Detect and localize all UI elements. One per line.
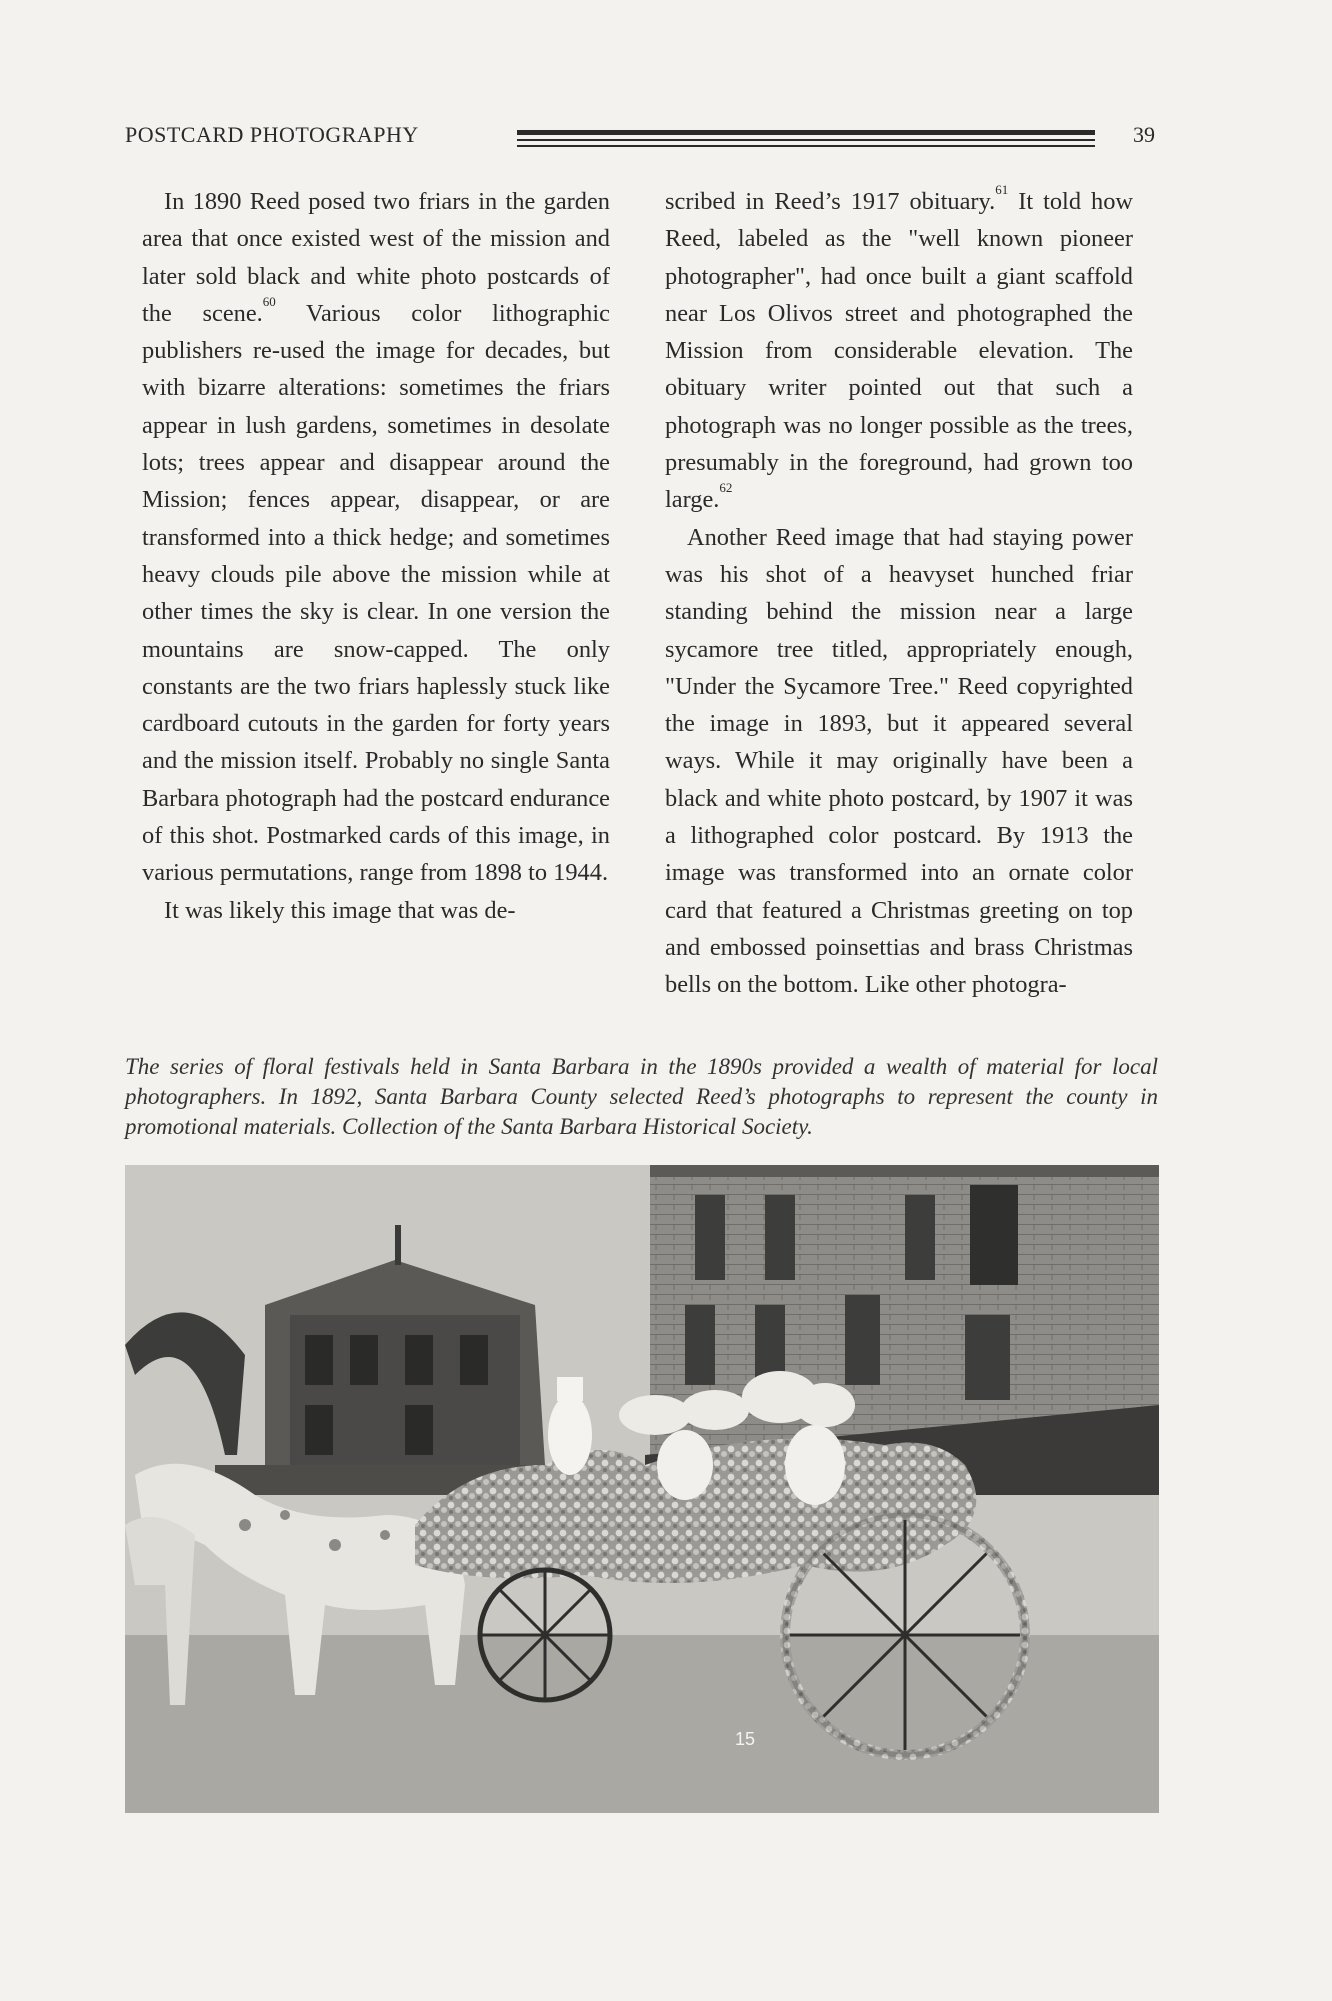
- paragraph: In 1890 Reed posed two friars in the garden area that once existed west of the mission and later sold black and white photo postcards of the scene.$^{60}$ Various color lithographic publishers re-used the image for decades, but with bizarre alterations: sometimes the friars appear in lush gardens, sometimes in desolate lots; trees appear and disappear around the Mission; fences appear, disappear, or are transformed into a thick hedge; and sometimes heavy clouds pile above the mission while at other times the sky is clear. In one version the mountains are snow-capped. The only constants are the two friars haplessly stuck like cardboard cutouts in the garden for forty years and the mission itself. Probably no single Santa Barbara photograph had the postcard endurance of this shot. Postmarked cards of this image, in various permutations, range from 1898 to 1944.: [142, 188, 610, 887]
- header-rule: [517, 130, 1095, 148]
- running-title: POSTCARD PHOTOGRAPHY: [125, 122, 419, 147]
- page-number: 39: [1133, 122, 1155, 147]
- figure-caption: The series of floral festivals held in Santa Barbara in the 1890s provided a wealth of material for local photographers. In 1892, Santa Barbara County selected Reed’s photographs to represent the county in promotional materials. Collection of the Santa Barbara Historical Society.: [125, 1054, 1158, 1139]
- right-column: [665, 183, 1133, 1004]
- left-column: [142, 183, 610, 929]
- footnote-ref: 62: [719, 480, 733, 496]
- paragraph: It was likely this image that was de-: [164, 896, 516, 924]
- footnote-ref: 60: [262, 293, 276, 309]
- photo-marking: 15: [735, 1729, 756, 1749]
- paragraph-continued: scribed in Reed’s 1917 obituary.$^{61}$ It told how Reed, labeled as the "well known pioneer photographer", had once built a giant scaffold near Los Olivos street and photographed the Mission from considerable elevation. The obituary writer pointed out that such a photograph was no longer possible as the trees, presumably in the foreground, had grown too large.$^{62}$: [665, 182, 1134, 514]
- parade-carriage-photo: [125, 1165, 1159, 1813]
- running-header: [125, 118, 1155, 158]
- photo-illustration: [125, 1165, 1159, 1813]
- footnote-ref: 61: [995, 182, 1009, 197]
- paragraph: Another Reed image that had staying power was his shot of a heavyset hunched friar standing behind the mission near a large sycamore tree titled, appropriately enough, "Under the Sycamore Tree." Reed copyrighted the image in 1893, but it appeared several ways. While it may originally have been a black and white photo postcard, by 1907 it was a lithographed color postcard. By 1913 the image was transformed into an ornate color card that featured a Christmas greeting on top and embossed poinsettias and brass Christmas bells on the bottom. Like other photogra-: [665, 523, 1133, 999]
